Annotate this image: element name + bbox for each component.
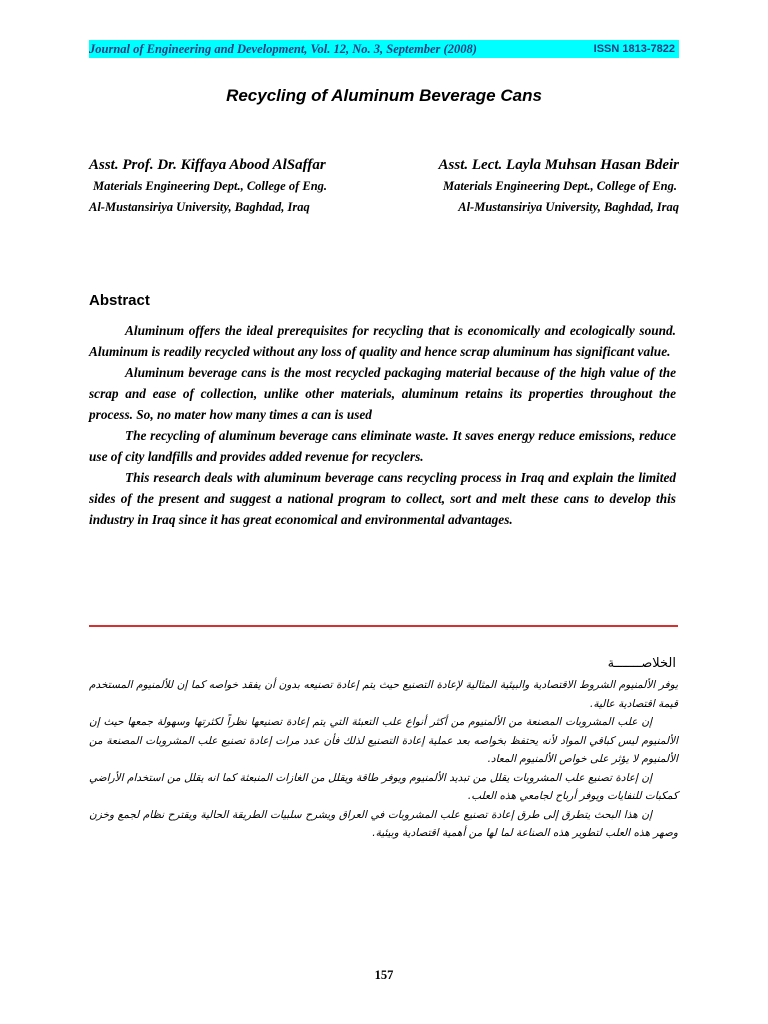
- journal-issn: ISSN 1813-7822: [593, 43, 675, 55]
- page-number: 157: [374, 968, 394, 982]
- abstract-body: [89, 320, 676, 530]
- arabic-paragraph: إن علب المشروبات المصنعة من الألمنيوم من أكثر أنواع علب التعبئة التي يتم إعادة تصنيعها نظراً لكثرتها وسهولة جمعها حيث إن الألمنيوم ليس كباقي المواد لأنه يحتفظ بخواصه بعد عملية إعادة التصنيع لذلك فأن عدد مرات إعادة تصنيع علب المشروبات المصنعة من الألمنيوم لا يؤثر على خواص الألمنيوم المعاد.: [89, 716, 678, 765]
- abstract-paragraph: Aluminum beverage cans is the most recycled packaging material because of the high value of the scrap and ease of collection, unlike other materials, aluminum retains its properties throughout the process. So, no mater how many times a can is used: [89, 365, 676, 422]
- author-name: Asst. Prof. Dr. Kiffaya Abood AlSaffar: [89, 157, 326, 173]
- arabic-abstract-heading: الخلاصـــــــة: [607, 656, 676, 671]
- journal-header-bar: [89, 40, 679, 58]
- arabic-paragraph: إن هذا البحث يتطرق إلى طرق إعادة تصنيع علب المشروبات في العراق ويشرح سلبيات الطريقة الحالية ويقترح نظام لجمع وخزن وصهر هذه العلب لتطوير هذه الصناعة لما لها من أهمية اقتصادية وبيئية.: [89, 808, 678, 839]
- author-block-left: [89, 154, 327, 218]
- arabic-abstract-body: [89, 676, 678, 843]
- section-divider: [89, 625, 678, 627]
- abstract-paragraph: The recycling of aluminum beverage cans eliminate waste. It saves energy reduce emissions, reduce use of city landfills and provides added revenue for recyclers.: [89, 428, 676, 464]
- author-university: Al-Mustansiriya University, Baghdad, Iraq: [89, 200, 310, 214]
- author-university: Al-Mustansiriya University, Baghdad, Iraq: [458, 200, 679, 214]
- arabic-paragraph: يوفر الألمنيوم الشروط الاقتصادية والبيئية المثالية لإعادة التصنيع حيث يتم إعادة تصنيعه بدون أن يفقد خواصه كما إن للألمنيوم المستخدم قيمة اقتصادية عالية.: [89, 679, 678, 710]
- abstract-paragraph: This research deals with aluminum beverage cans recycling process in Iraq and explain the limited sides of the present and suggest a national program to collect, sort and melt these cans to develop this industry in Iraq since it has great economical and environmental advantages.: [89, 470, 676, 527]
- abstract-paragraph: Aluminum offers the ideal prerequisites for recycling that is economically and ecologically sound. Aluminum is readily recycled without any loss of quality and hence scrap aluminum has significant value.: [89, 323, 676, 359]
- author-department: Materials Engineering Dept., College of Eng.: [442, 179, 677, 193]
- author-block-right: [439, 154, 679, 218]
- journal-citation: Journal of Engineering and Development, Vol. 12, No. 3, September (2008): [89, 42, 477, 56]
- paper-title: Recycling of Aluminum Beverage Cans: [226, 86, 542, 105]
- abstract-heading: Abstract: [89, 292, 150, 309]
- author-name: Asst. Lect. Layla Muhsan Hasan Bdeir: [438, 157, 679, 173]
- author-department: Materials Engineering Dept., College of Eng.: [93, 179, 328, 193]
- arabic-paragraph: إن إعادة تصنيع علب المشروبات يقلل من تبديد الألمنيوم ويوفر طاقة ويقلل من الغازات المنبعثة كما انه يقلل من استخدام الأراضي كمكبات للنفايات ويوفر أرباح لجامعي هذه العلب.: [89, 771, 678, 802]
